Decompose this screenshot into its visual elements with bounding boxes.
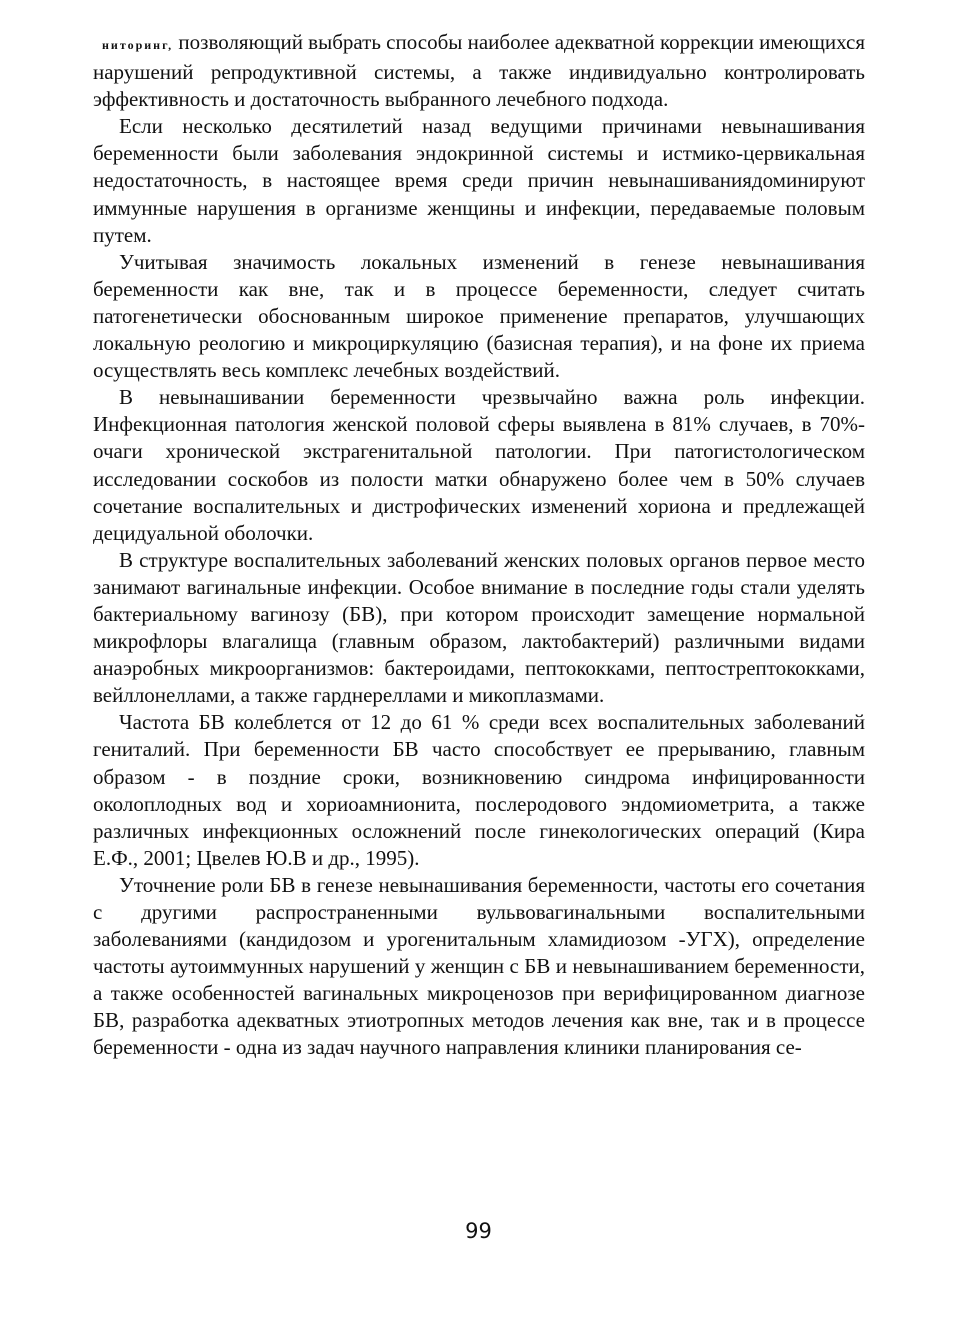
paragraph-3: Учитывая значимость локальных изменений в генезе невынашивания беременности как вне, так и в процессе беременности, следует считать патогенетически обоснованным широкое применение препаратов, улучшающих локальную реологию и микроциркуляцию (базисная терапия), и на фоне их приема осуществлять весь комплекс лечебных воздействий. xyxy=(93,249,865,383)
paragraph-1-lead: ниторинг, xyxy=(102,38,174,52)
paragraph-5: В структуре воспалительных заболеваний женских половых органов первое место занимают вагинальные инфекции. Особое внимание в последние годы стали уделять бактериальному вагинозу (БВ), при котором происходит замещение нормальной микрофлоры влагалища (главным образом, лактобактерий) различными видами анаэробных микроорганизмов: бактероидами, пептококками, пептострептококками, вейллонеллами, а также гарднереллами и микоплазмами. xyxy=(93,547,865,708)
paragraph-6: Частота БВ колеблется от 12 до 61 % среди всех воспалительных заболеваний гениталий. При беременности БВ часто способствует ее прерыванию, главным образом - в поздние сроки, возникновению синдрома инфицированности околоплодных вод и хориоамнионита, послеродового эндомиометрита, а также различных инфекционных осложнений после гинекологических операций (Кира Е.Ф., 2001; Цвелев Ю.В и др., 1995). xyxy=(93,710,865,870)
page-number: 99 xyxy=(465,1219,492,1243)
paragraph-1-text: позволяющий выбрать способы наиболее адекватной коррекции имеющихся нарушений репродуктивной системы, а также индивидуально контролировать эффективность и достаточность выбранного лечебного подхода. xyxy=(93,30,865,112)
paragraph-7: Уточнение роли БВ в генезе невынашивания беременности, частоты его сочетания с другими распространенными вульвовагинальными воспалительными заболеваниями (кандидозом и урогенитальным хламидиозом -УГХ), определение частоты аутоиммунных нарушений у женщин с БВ и невынашиванием беременности, а также особенностей вагинальных микроценозов при верифицированном диагнозе БВ, разработка адекватных этиотропных методов лечения как вне, так и в процессе беременности - одна из задач научного направления клиники планирования се- xyxy=(93,872,865,1060)
paragraph-4: В невынашивании беременности чрезвычайно важна роль инфекции. Инфекционная патология женской половой сферы выявлена в 81% случаев, в 70%- очаги хронической экстрагенитальной патологии. При патогистологическом исследовании соскобов из полости матки обнаружено более чем в 50% случаев сочетание воспалительных и дистрофических изменений хориона и предлежащей децидуальной оболочки. xyxy=(93,385,865,545)
body-text xyxy=(93,29,865,1062)
paragraph-2: Если несколько десятилетий назад ведущими причинами невынашивания беременности были заболевания эндокринной системы и истмико-цервикальная недостаточность, в настоящее время среди причин невынашиваниядоминируют иммунные нарушения в организме женщины и инфекции, передаваемые половым путем. xyxy=(93,114,865,247)
paragraph-1 xyxy=(93,29,865,113)
